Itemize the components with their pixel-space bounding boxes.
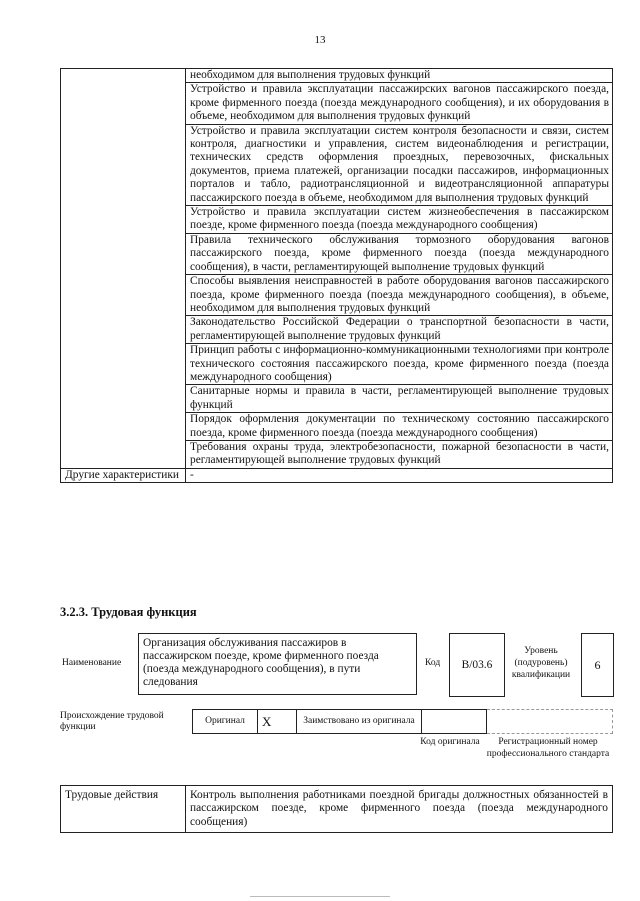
origin-code-caption: Код оригинала [420, 737, 480, 747]
knowledge-item: Правила технического обслуживания тормозного оборудования вагонов пассажирского поезда, кроме фирменного поезда (поезда международного сообщения), в части, регламентирующей выполнение трудовых функций [186, 233, 613, 274]
knowledge-item: необходимом для выполнения трудовых функций [186, 69, 613, 83]
origin-reg-caption: Регистрационный номер профессионального стандарта [486, 737, 610, 759]
actions-text: Контроль выполнения работниками поездной бригады должностных обязанностей в пассажирском поезде, кроме фирменного поезда (поезда международного сообщения) [186, 786, 613, 833]
code-value: В/03.6 [449, 633, 505, 697]
knowledge-table [60, 68, 613, 483]
other-characteristics-value: - [186, 468, 613, 482]
knowledge-item: Способы выявления неисправностей в работе оборудования вагонов пассажирского поезда, кроме фирменного поезда (поезда международного сообщения), в объеме, необходимом для выполнения трудовых функций [186, 275, 613, 316]
knowledge-item: Устройство и правила эксплуатации пассажирских вагонов пассажирского поезда, кроме фирменного поезда (поезда международного сообщения), и их оборудования в объеме, необходимом для выполнения трудовых функций [186, 83, 613, 124]
origin-code-cell [422, 710, 487, 734]
knowledge-item: Устройство и правила эксплуатации систем контроля безопасности и связи, систем контроля, диагностики и управления, систем видеонаблюдения и регистрации, технических средств оформления проездных, перевозочных, фискальных документов, приема платежей, организации посадки пассажиров, информационных порталов и табло, радиотрансляционной и видеотрансляционной аппаратуры пассажирского поезда в объеме, необходимом для выполнения трудовых функций [186, 124, 613, 205]
origin-reg-cell [487, 710, 613, 734]
knowledge-item: Порядок оформления документации по техническому состоянию пассажирского поезда, кроме фирменного поезда (поезда международного сообщения) [186, 413, 613, 441]
page-bottom-line [250, 896, 390, 897]
origin-borrowed-label: Заимствовано из оригинала [297, 710, 422, 734]
knowledge-item: Принцип работы с информационно-коммуникационными технологиями при контроле технического состояния пассажирского поезда, кроме фирменного поезда (поезда международного сообщения) [186, 344, 613, 385]
origin-table [192, 709, 613, 734]
actions-label: Трудовые действия [61, 786, 186, 833]
function-name-value: Организация обслуживания пассажиров в пассажирском поезде, кроме фирменного поезда (поезда международного сообщения), в пути следования [138, 633, 417, 695]
origin-original-label: Оригинал [193, 710, 258, 734]
other-characteristics-label: Другие характеристики [61, 468, 186, 482]
actions-table [60, 785, 613, 833]
knowledge-item: Устройство и правила эксплуатации систем жизнеобеспечения в пассажирском поезде, кроме фирменного поезда (поезда международного сообщения) [186, 206, 613, 234]
level-label: Уровень (подуровень) квалификации [511, 646, 571, 680]
origin-mark: X [258, 710, 297, 734]
page-number: 13 [314, 34, 326, 46]
level-value: 6 [581, 633, 614, 697]
knowledge-item: Законодательство Российской Федерации о транспортной безопасности в части, регламентирующей выполнение трудовых функций [186, 316, 613, 344]
code-label: Код [425, 658, 441, 668]
section-title: 3.2.3. Трудовая функция [60, 605, 197, 619]
name-label: Наименование [62, 658, 122, 668]
origin-label: Происхождение трудовой функции [60, 711, 164, 732]
knowledge-left-cell [61, 69, 186, 469]
knowledge-item: Санитарные нормы и правила в части, регламентирующей выполнение трудовых функций [186, 385, 613, 413]
knowledge-item: Требования охраны труда, электробезопасности, пожарной безопасности в части, регламентирующей выполнение трудовых функций [186, 440, 613, 468]
